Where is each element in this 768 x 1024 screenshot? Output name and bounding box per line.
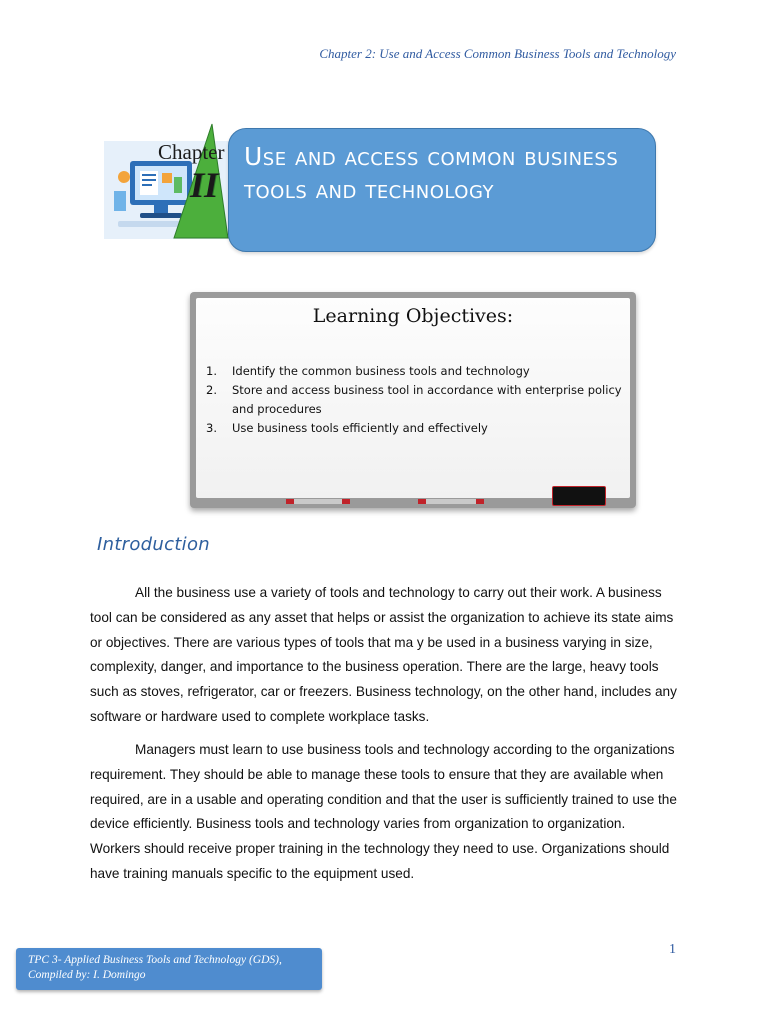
list-number: 2.	[206, 383, 217, 397]
whiteboard	[190, 292, 636, 508]
whiteboard-surface	[196, 298, 630, 498]
list-number: 1.	[206, 364, 217, 378]
list-text: Store and access business tool in accordance with enterprise policy and procedures	[232, 383, 622, 416]
footer-text	[28, 953, 322, 983]
page-number: 1	[669, 942, 676, 957]
footer-course: TPC 3- Applied Business Tools and Technology (GDS),	[28, 954, 282, 966]
footer-compiler: Compiled by: I. Domingo	[28, 969, 146, 981]
objectives-list	[206, 362, 631, 438]
list-item	[206, 419, 631, 438]
marker-icon	[418, 499, 484, 504]
paragraph: All the business use a variety of tools and technology to carry out their work. A business tool can be considered as any asset that helps or assist the organization to achieve its state aims or objectives. There are various types of tools that ma y be used in a business varying in size, complexity, danger, and importance to the business operation. There are the large, heavy tools such as stoves, refrigerator, car or freezers. Business technology, on the other hand, includes any software or hardware used to complete workplace tasks.	[90, 585, 677, 724]
learning-objectives-title: Learning Objectives:	[312, 305, 514, 327]
list-text: Use business tools efficiently and effectively	[232, 421, 488, 435]
chapter-numeral: II	[190, 165, 219, 205]
list-number: 3.	[206, 421, 217, 435]
chapter-title: Use and access common business tools and technology	[244, 142, 619, 204]
running-header: Chapter 2: Use and Access Common Business Tools and Technology	[319, 46, 676, 61]
chapter-label: Chapter	[158, 140, 225, 164]
paragraph: Managers must learn to use business tools and technology according to the organizations requirement. They should be able to manage these tools to ensure that they are available when required, are in a usable and operating condition and that the user is sufficiently trained to use the device efficiently. Business tools and technology varies from organization to organization. Workers should receive proper training in the technology they need to use. Organizations should have training manuals specific to the equipment used.	[90, 742, 677, 881]
marker-icon	[286, 499, 350, 504]
introduction-heading: Introduction	[97, 534, 210, 555]
list-item	[206, 362, 631, 381]
list-item	[206, 381, 631, 419]
list-text: Identify the common business tools and technology	[232, 364, 530, 378]
eraser-icon	[552, 486, 606, 506]
